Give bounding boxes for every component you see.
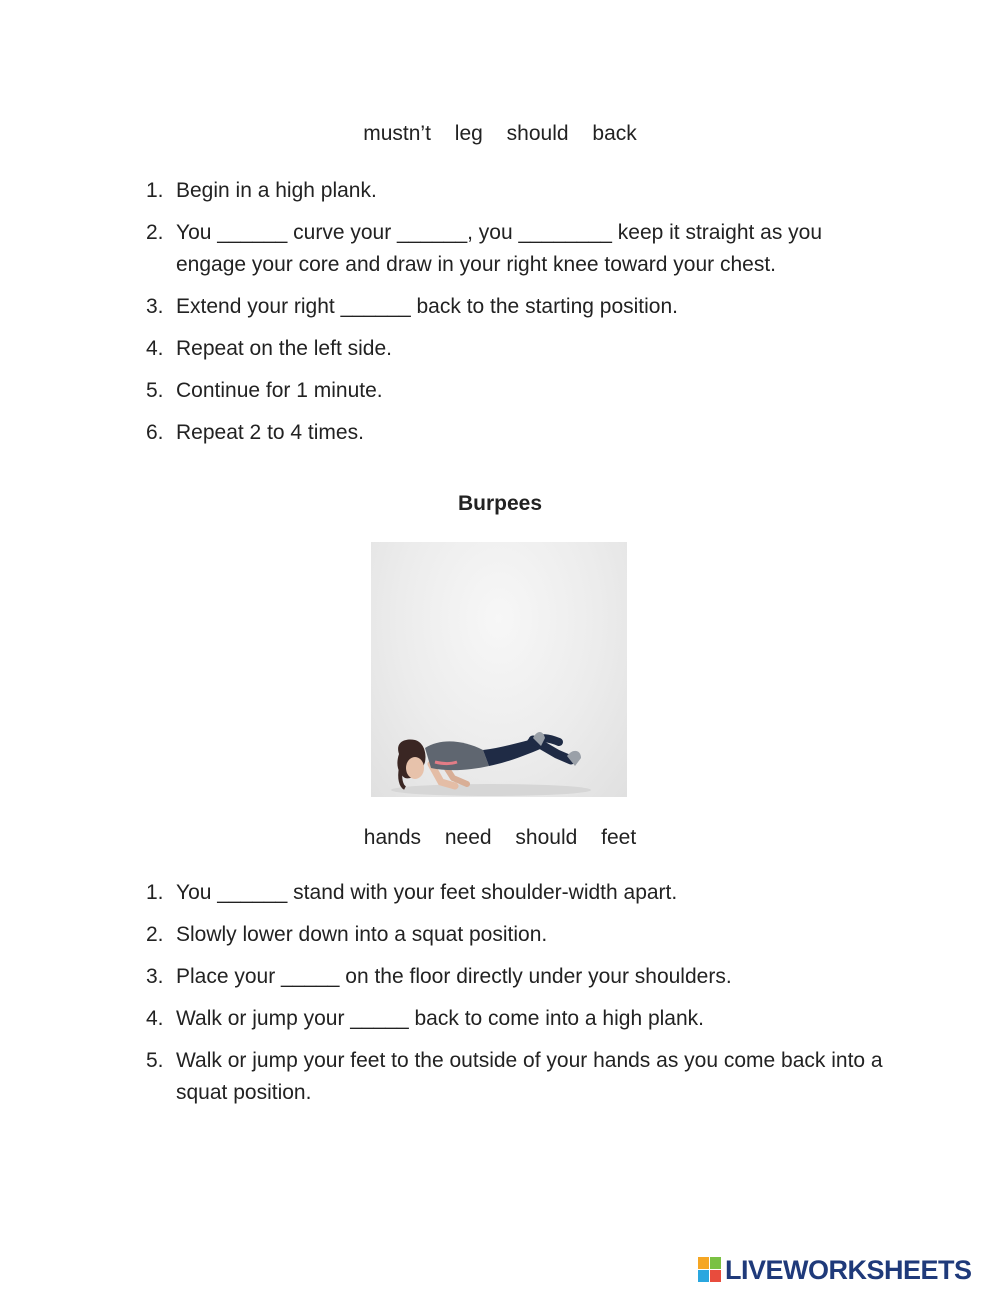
word-bank-item: back (592, 122, 637, 145)
word-bank-item: need (444, 826, 492, 849)
step-number: 6. (146, 421, 164, 444)
word-bank-2 (0, 826, 1000, 850)
step-number: 2. (146, 221, 164, 244)
step-text: Slowly lower down into a squat position. (176, 923, 548, 946)
section-title: Burpees (457, 492, 543, 515)
list-item (0, 1045, 896, 1109)
list-item (0, 217, 896, 281)
step-number: 3. (146, 965, 164, 988)
step-number: 2. (146, 923, 164, 946)
word-bank-1 (0, 122, 1000, 146)
step-text: Continue for 1 minute. (176, 379, 383, 402)
list-item (0, 375, 896, 407)
instructions-list-1 (0, 175, 896, 449)
step-text: Walk or jump your feet to the outside of your hands as you come back into a squat position. (176, 1049, 883, 1104)
list-item (0, 919, 896, 951)
step-number: 3. (146, 295, 164, 318)
step-text: Repeat 2 to 4 times. (176, 421, 364, 444)
step-number: 5. (146, 1049, 164, 1072)
list-item (0, 175, 896, 207)
logo-blocks-icon (698, 1257, 722, 1283)
liveworksheets-logo (698, 1254, 972, 1286)
word-bank-item: leg (454, 122, 483, 145)
word-bank-item: hands (363, 826, 422, 849)
step-text: Begin in a high plank. (176, 179, 377, 202)
step-text: Place your _____ on the floor directly under your shoulders. (176, 965, 732, 988)
step-number: 1. (146, 179, 164, 202)
list-item (0, 877, 896, 909)
list-item (0, 333, 896, 365)
step-text: Extend your right ______ back to the starting position. (176, 295, 678, 318)
step-text: You ______ stand with your feet shoulder-width apart. (176, 881, 678, 904)
step-text: Walk or jump your _____ back to come into a high plank. (176, 1007, 705, 1030)
step-number: 5. (146, 379, 164, 402)
word-bank-item: should (515, 826, 578, 849)
word-bank-item: mustn’t (363, 122, 431, 145)
step-number: 1. (146, 881, 164, 904)
word-bank-item: feet (601, 826, 637, 849)
list-item (0, 417, 896, 449)
list-item (0, 1003, 896, 1035)
step-text: You ______ curve your ______, you ________ keep it straight as you engage your core and draw in your right knee toward your chest. (176, 221, 823, 276)
list-item (0, 961, 896, 993)
woman-push-up-figure (371, 542, 627, 797)
step-text: Repeat on the left side. (176, 337, 392, 360)
step-number: 4. (146, 1007, 164, 1030)
word-bank-item: should (506, 122, 569, 145)
logo-text: LIVEWORKSHEETS (725, 1254, 972, 1285)
burpee-photo (371, 542, 627, 797)
instructions-list-2 (0, 877, 896, 1109)
list-item (0, 291, 896, 323)
step-number: 4. (146, 337, 164, 360)
